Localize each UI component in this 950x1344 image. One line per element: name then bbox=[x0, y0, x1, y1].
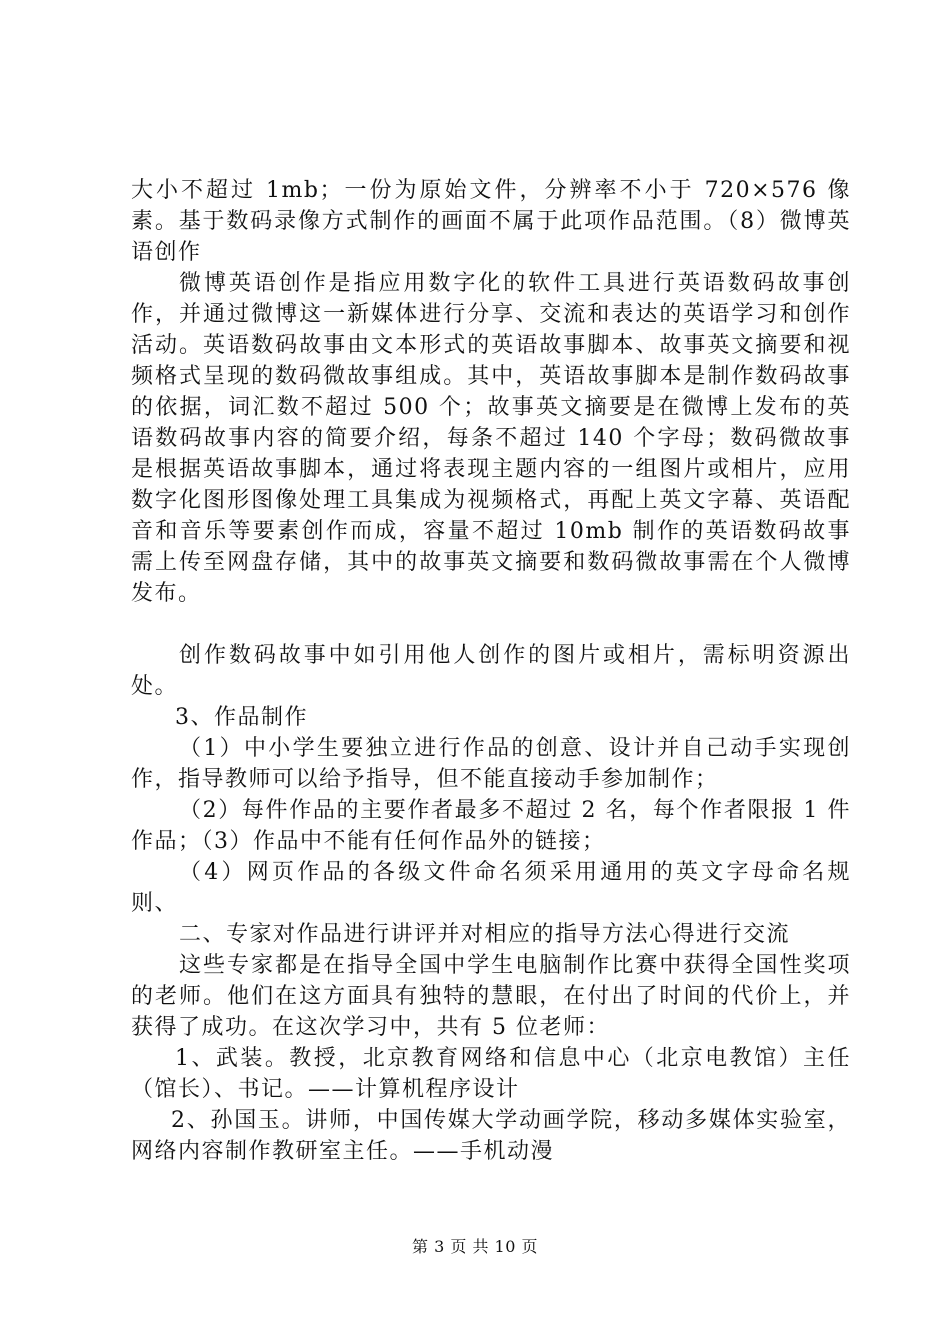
paragraph-file-size: 大小不超过 1mb；一份为原始文件，分辨率不小于 720×576 像素。基于数码录像方式制作的画面不属于此项作品范围。（8）微博英语创作 bbox=[131, 178, 851, 265]
document-body bbox=[131, 175, 851, 1167]
section-heading-expert-review: 二、专家对作品进行讲评并对相应的指导方法心得进行交流 bbox=[179, 922, 791, 947]
page-footer: 第 3 页 共 10 页 bbox=[412, 1237, 538, 1256]
paragraph-experts-intro: 这些专家都是在指导全国中学生电脑制作比赛中获得全国性奖项的老师。他们在这方面具有独特的慧眼，在付出了时间的代价上，并获得了成功。在这次学习中，共有 5 位老师： bbox=[131, 953, 851, 1040]
section-heading-production: 3、作品制作 bbox=[175, 705, 308, 730]
paragraph-citation: 创作数码故事中如引用他人创作的图片或相片，需标明资源出处。 bbox=[131, 643, 851, 699]
paragraph-rule-1: （1）中小学生要独立进行作品的创意、设计并自己动手实现创作，指导教师可以给予指导，但不能直接动手参加制作； bbox=[131, 736, 851, 792]
list-item-expert-2: 2、孙国玉。讲师，中国传媒大学动画学院，移动多媒体实验室，网络内容制作教研室主任。——手机动漫 bbox=[131, 1108, 851, 1164]
paragraph-weibo-english: 微博英语创作是指应用数字化的软件工具进行英语数码故事创作，并通过微博这一新媒体进行分享、交流和表达的英语学习和创作活动。英语数码故事由文本形式的英语故事脚本、故事英文摘要和视频格式呈现的数码微故事组成。其中，英语故事脚本是制作数码故事的依据，词汇数不超过 500 个；故事英文摘要是在微博上发布的英语数码故事内容的简要介绍，每条不超过 140 个字母；数码微故事是根据英语故事脚本，通过将表现主题内容的一组图片或相片，应用数字化图形图像处理工具集成为视频格式，再配上英文字幕、英语配音和音乐等要素创作而成，容量不超过 10mb 制作的英语数码故事需上传至网盘存储，其中的故事英文摘要和数码微故事需在个人微博发布。 bbox=[131, 271, 851, 606]
paragraph-rule-2-3: （2）每件作品的主要作者最多不超过 2 名，每个作者限报 1 件作品；（3）作品中不能有任何作品外的链接； bbox=[131, 798, 851, 854]
list-item-expert-1: 1、武装。教授，北京教育网络和信息中心（北京电教馆）主任（馆长）、书记。——计算机程序设计 bbox=[131, 1046, 851, 1102]
paragraph-rule-4: （4）网页作品的各级文件命名须采用通用的英文字母命名规则、 bbox=[131, 860, 851, 916]
